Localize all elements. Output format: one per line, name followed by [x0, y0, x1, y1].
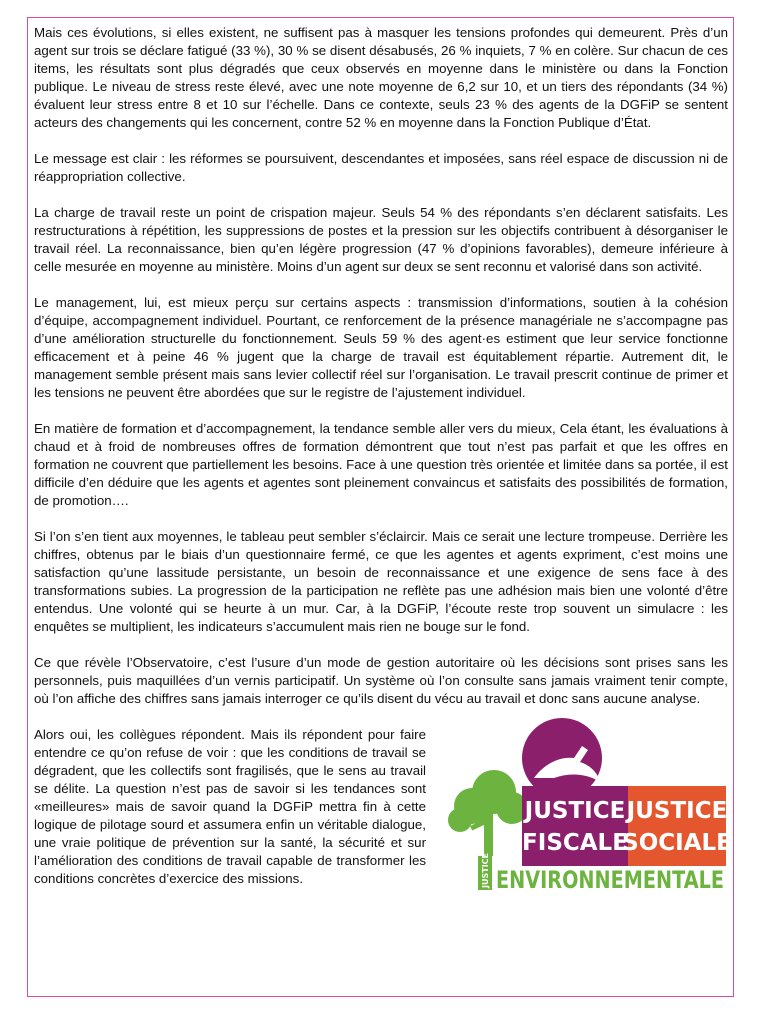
- paragraph-management: Le management, lui, est mieux perçu sur certains aspects : transmission d’informations, soutien à la cohésion d’équipe, accompagnement individuel. Pourtant, ce renforcement de la présence managériale ne s’accompagne pas d’une amélioration structurelle du fonctionnement. Seuls 59 % des agent·es estiment que leur service fonctionne efficacement et à peine 46 % jugent que la charge de travail est équitablement répartie. Autrement dit, le management semble présent mais sans levier collectif réel sur l’organisation. Le travail prescrit continue de primer et les tensions ne peuvent être abordées que sur le registre de l’ajustement individuel.: [34, 295, 728, 400]
- paragraph-conclusion: Alors oui, les collègues répondent. Mais ils répondent pour faire entendre ce qu’on refuse de voir : que les conditions de travail se dégradent, que les collectifs sont fragilisés, que le sens au travail se délite. La question n’est pas de savoir si les tendances sont «meilleures» mais de savoir quand la DGFiP mettra fin à cette logique de pilotage sourd et assumera enfin un véritable dialogue, une vraie politique de prévention sur la santé, la sécurité et sur l’amélioration des conditions de travail capable de transformer les conditions concrètes d’exercice des missions.: [34, 727, 426, 886]
- logo-environnementale: ENVIRONNEMENTALE: [496, 866, 724, 894]
- closing-section: [34, 726, 732, 894]
- paragraph-tensions: Mais ces évolutions, si elles existent, ne suffisent pas à masquer les tensions profondes qui demeurent. Près d’un agent sur trois se déclare fatigué (33 %), 30 % se disent désabusés, 26 % inquiets, 7 % en colère. Sur chacun de ces items, les résultats sont plus dégradés que ceux observés en moyenne dans le ministère ou dans la Fonction publique. Le niveau de stress reste élevé, avec une note moyenne de 6,2 sur 10, et un tiers des répondants (34 %) évaluent leur stress entre 8 et 10 sur l’échelle. Dans ce contexte, seuls 23 % des agents de la DGFiP se sentent acteurs des changements qui les concernent, contre 52 % en moyenne dans la Fonction Publique d’État.: [34, 25, 728, 130]
- paragraph-observatoire: Ce que révèle l’Observatoire, c’est l’usure d’un mode de gestion autoritaire où les décisions sont prises sans les personnels, puis maquillées d’un vernis participatif. Un système où l’on consulte sans jamais vraiment tenir compte, où l’on affiche des chiffres sans jamais interroger ce qu’ils disent du vécu au travail et donc sans aucune analyse.: [34, 655, 728, 706]
- paragraph-moyennes: Si l’on s’en tient aux moyennes, le tableau peut sembler s’éclaircir. Mais ce serait une lecture trompeuse. Derrière les chiffres, obtenus par le biais d’un questionnaire fermé, ce que les agentes et agents expriment, c’est moins une satisfaction qu’une lassitude persistante, un besoin de reconnaissance et une exigence de sens face à des transformations subies. La progression de la participation ne reflète pas une adhésion mais bien une volonté d’être entendus. Une volonté qui se heurte à un mur. Car, à la DGFiP, l’écoute reste trop souvent un simulacre : les enquêtes se multiplient, les indicateurs s’accumulent mais rien ne bouge sur le fond.: [34, 529, 728, 634]
- logo-justice-sociale-top: JUSTICE: [626, 798, 728, 824]
- tree-icon: [448, 770, 528, 856]
- paragraph-charge-travail: La charge de travail reste un point de crispation majeur. Seuls 54 % des répondants s’en déclarent satisfaits. Les restructurations à répétition, les suppressions de postes et la pression sur les objectifs contribuent à désorganiser le travail réel. La reconnaissance, bien qu’en légère progression (47 % d’opinions favorables), demeure inférieure à celle mesurée en moyenne au ministère. Moins d’un agent sur deux se sent reconnu et valorisé dans son activité.: [34, 205, 728, 274]
- paragraph-message: Le message est clair : les réformes se poursuivent, descendantes et imposées, sans réel espace de discussion ni de réappropriation collective.: [34, 151, 728, 184]
- article-body: [34, 24, 732, 894]
- logo-fiscale: FISCALE: [522, 830, 628, 856]
- paragraph-formation: En matière de formation et d’accompagnement, la tendance semble aller vers du mieux, Cela étant, les évaluations à chaud et à froid de nombreuses offres de formation démontrent que tout n’est pas parfait et que les offres en formation ne couvrent que partiellement les besoins. Face à une question très orientée et limitée dans sa portée, il est difficile d’en déduire que les agents et agentes sont pleinement convaincus et satisfaits des possibilités de formation, de promotion….: [34, 421, 728, 508]
- logo-side-label: JUSTICE: [481, 852, 490, 888]
- logo-justice-fiscale-top: JUSTICE: [524, 798, 626, 824]
- logo-sociale: SOCIALE: [622, 830, 732, 856]
- justice-logo: [442, 716, 732, 896]
